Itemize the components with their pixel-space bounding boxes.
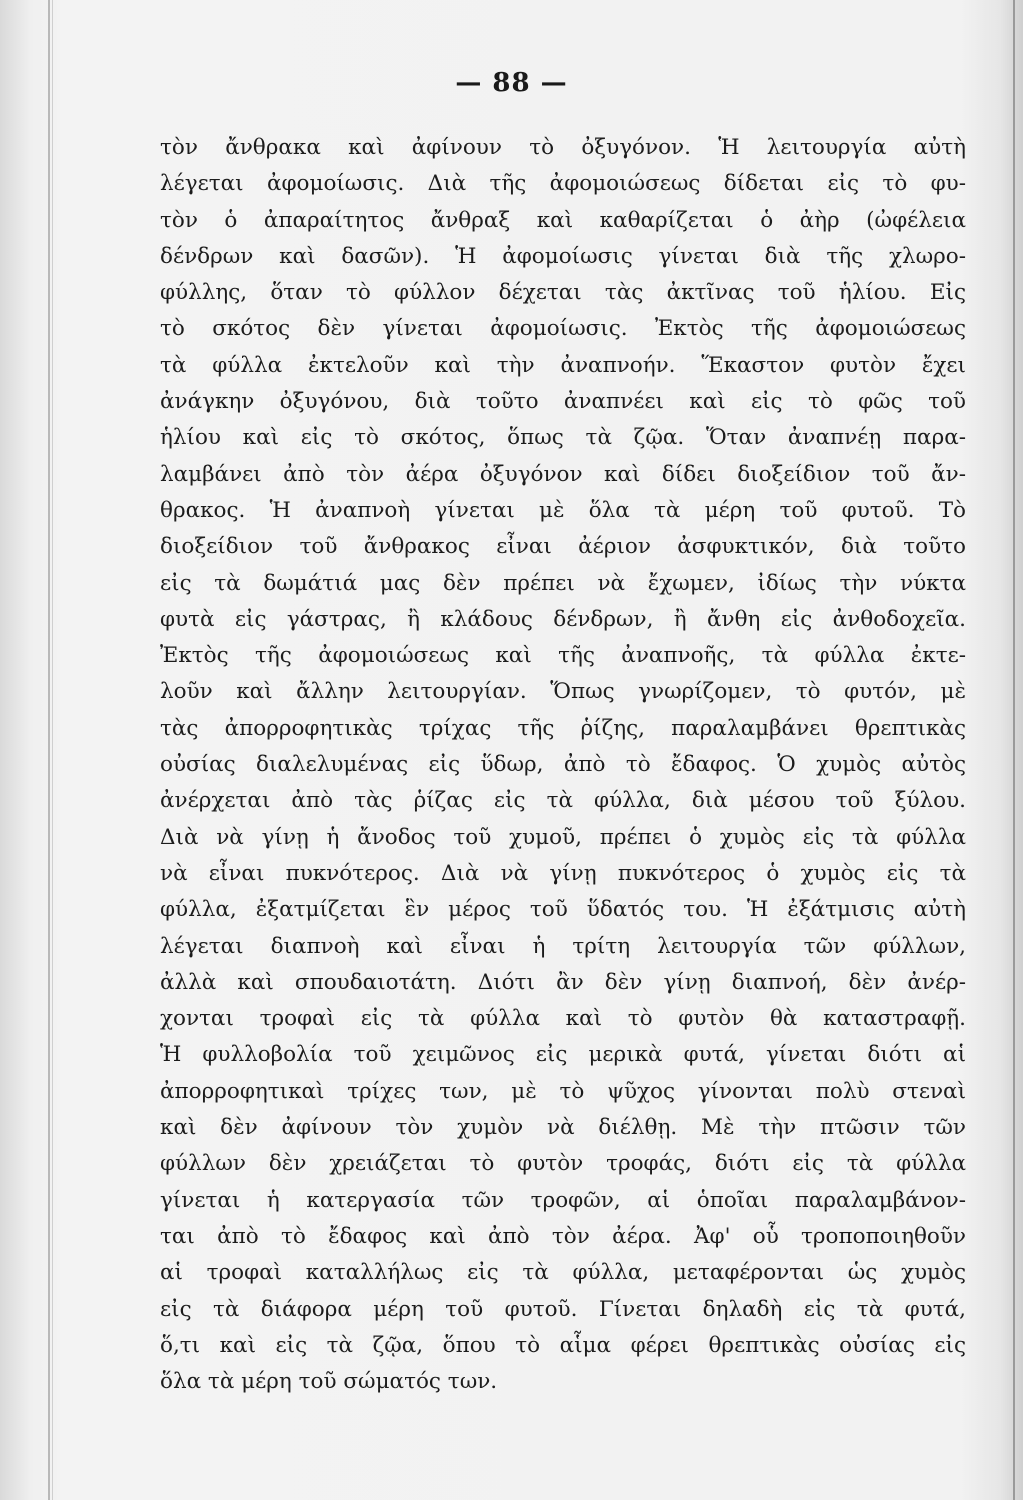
- text-line: ὅλα τὰ μέρη τοῦ σώματός των.: [160, 1369, 498, 1395]
- text-line: ἡλίου καὶ εἰς τὸ σκότος, ὅπως τὰ ζῷα. Ὅταν ἀναπνέῃ παρα-: [160, 425, 966, 451]
- text-line: νὰ εἶναι πυκνότερος. Διὰ νὰ γίνῃ πυκνότερος ὁ χυμὸς εἰς τὰ: [160, 860, 966, 886]
- text-line: λέγεται ἀφομοίωσις. Διὰ τῆς ἀφομοιώσεως δίδεται εἰς τὸ φυ-: [160, 171, 966, 197]
- text-line: φύλλων δὲν χρειάζεται τὸ φυτὸν τροφάς, διότι εἰς τὰ φύλλα: [160, 1151, 966, 1177]
- text-line: φυτὰ εἰς γάστρας, ἢ κλάδους δένδρων, ἢ ἄνθη εἰς ἀνθοδοχεῖα.: [160, 606, 966, 632]
- text-line: τὰ φύλλα ἐκτελοῦν καὶ τὴν ἀναπνοήν. Ἕκαστον φυτὸν ἔχει: [160, 352, 966, 378]
- text-line: τὸν ἄνθρακα καὶ ἀφίνουν τὸ ὀξυγόνον. Ἡ λειτουργία αὐτὴ: [160, 135, 966, 160]
- text-line: λέγεται διαπνοὴ καὶ εἶναι ἡ τρίτη λειτουργία τῶν φύλλων,: [160, 933, 966, 959]
- page-right-edge: [1013, 0, 1015, 1500]
- text-line: ται ἀπὸ τὸ ἔδαφος καὶ ἀπὸ τὸν ἀέρα. Ἀφ' οὗ τροποποιηθοῦν: [160, 1223, 966, 1249]
- text-line: ἀνάγκην ὀξυγόνου, διὰ τοῦτο ἀναπνέει καὶ εἰς τὸ φῶς τοῦ: [160, 389, 966, 415]
- text-line: χονται τροφαὶ εἰς τὰ φύλλα καὶ τὸ φυτὸν θὰ καταστραφῇ.: [160, 1006, 966, 1032]
- text-line: Ἐκτὸς τῆς ἀφομοιώσεως καὶ τῆς ἀναπνοῆς, τὰ φύλλα ἐκτε-: [160, 643, 966, 669]
- text-line: ἀπορροφητικαὶ τρίχες των, μὲ τὸ ψῦχος γίνονται πολὺ στεναὶ: [160, 1078, 966, 1104]
- page-number: — 88 —: [455, 68, 568, 98]
- text-line: ὅ,τι καὶ εἰς τὰ ζῷα, ὅπου τὸ αἷμα φέρει θρεπτικὰς οὐσίας εἰς: [160, 1332, 966, 1358]
- text-line: ἀνέρχεται ἀπὸ τὰς ῥίζας εἰς τὰ φύλλα, διὰ μέσου τοῦ ξύλου.: [160, 788, 966, 814]
- text-line: λαμβάνει ἀπὸ τὸν ἀέρα ὀξυγόνον καὶ δίδει διοξείδιον τοῦ ἄν-: [160, 461, 966, 487]
- binding-gutter-line: [48, 0, 50, 1500]
- text-line: οὐσίας διαλελυμένας εἰς ὕδωρ, ἀπὸ τὸ ἔδαφος. Ὁ χυμὸς αὐτὸς: [160, 752, 966, 778]
- text-line: γίνεται ἡ κατεργασία τῶν τροφῶν, αἱ ὁποῖαι παραλαμβάνον-: [160, 1187, 966, 1213]
- text-line: λοῦν καὶ ἄλλην λειτουργίαν. Ὅπως γνωρίζομεν, τὸ φυτόν, μὲ: [160, 679, 966, 705]
- text-line: διοξείδιον τοῦ ἄνθρακος εἶναι ἀέριον ἀσφυκτικόν, διὰ τοῦτο: [160, 534, 966, 560]
- text-line: ἀλλὰ καὶ σπουδαιοτάτη. Διότι ἂν δὲν γίνῃ διαπνοή, δὲν ἀνέρ-: [160, 969, 966, 995]
- text-line: Ἡ φυλλοβολία τοῦ χειμῶνος εἰς μερικὰ φυτά, γίνεται διότι αἱ: [160, 1042, 966, 1068]
- text-line: τὸ σκότος δὲν γίνεται ἀφομοίωσις. Ἐκτὸς τῆς ἀφομοιώσεως: [160, 316, 966, 342]
- text-line: φύλλης, ὅταν τὸ φύλλον δέχεται τὰς ἀκτῖνας τοῦ ἡλίου. Εἰς: [160, 280, 966, 306]
- text-line: Διὰ νὰ γίνῃ ἡ ἄνοδος τοῦ χυμοῦ, πρέπει ὁ χυμὸς εἰς τὰ φύλλα: [160, 824, 966, 850]
- text-line: καὶ δὲν ἀφίνουν τὸν χυμὸν νὰ διέλθῃ. Μὲ τὴν πτῶσιν τῶν: [160, 1115, 966, 1141]
- text-line: εἰς τὰ δωμάτιά μας δὲν πρέπει νὰ ἔχωμεν, ἰδίως τὴν νύκτα: [160, 570, 966, 596]
- binding-gutter-shadow: [52, 0, 53, 1500]
- text-line: τὰς ἀπορροφητικὰς τρίχας τῆς ῥίζης, παραλαμβάνει θρεπτικὰς: [160, 715, 966, 741]
- text-line: εἰς τὰ διάφορα μέρη τοῦ φυτοῦ. Γίνεται δηλαδὴ εἰς τὰ φυτά,: [160, 1296, 966, 1322]
- text-line: δένδρων καὶ δασῶν). Ἡ ἀφομοίωσις γίνεται διὰ τῆς χλωρο-: [160, 243, 966, 269]
- text-line: θρακος. Ἡ ἀναπνοὴ γίνεται μὲ ὅλα τὰ μέρη τοῦ φυτοῦ. Τὸ: [160, 497, 966, 523]
- text-line: φύλλα, ἐξατμίζεται ἓν μέρος τοῦ ὕδατός του. Ἡ ἐξάτμισις αὐτὴ: [160, 897, 966, 923]
- body-text: [160, 130, 966, 1400]
- text-line: αἱ τροφαὶ καταλλήλως εἰς τὰ φύλλα, μεταφέρονται ὡς χυμὸς: [160, 1260, 966, 1286]
- text-line: τὸν ὁ ἀπαραίτητος ἄνθραξ καὶ καθαρίζεται ὁ ἀὴρ (ὠφέλεια: [160, 207, 966, 233]
